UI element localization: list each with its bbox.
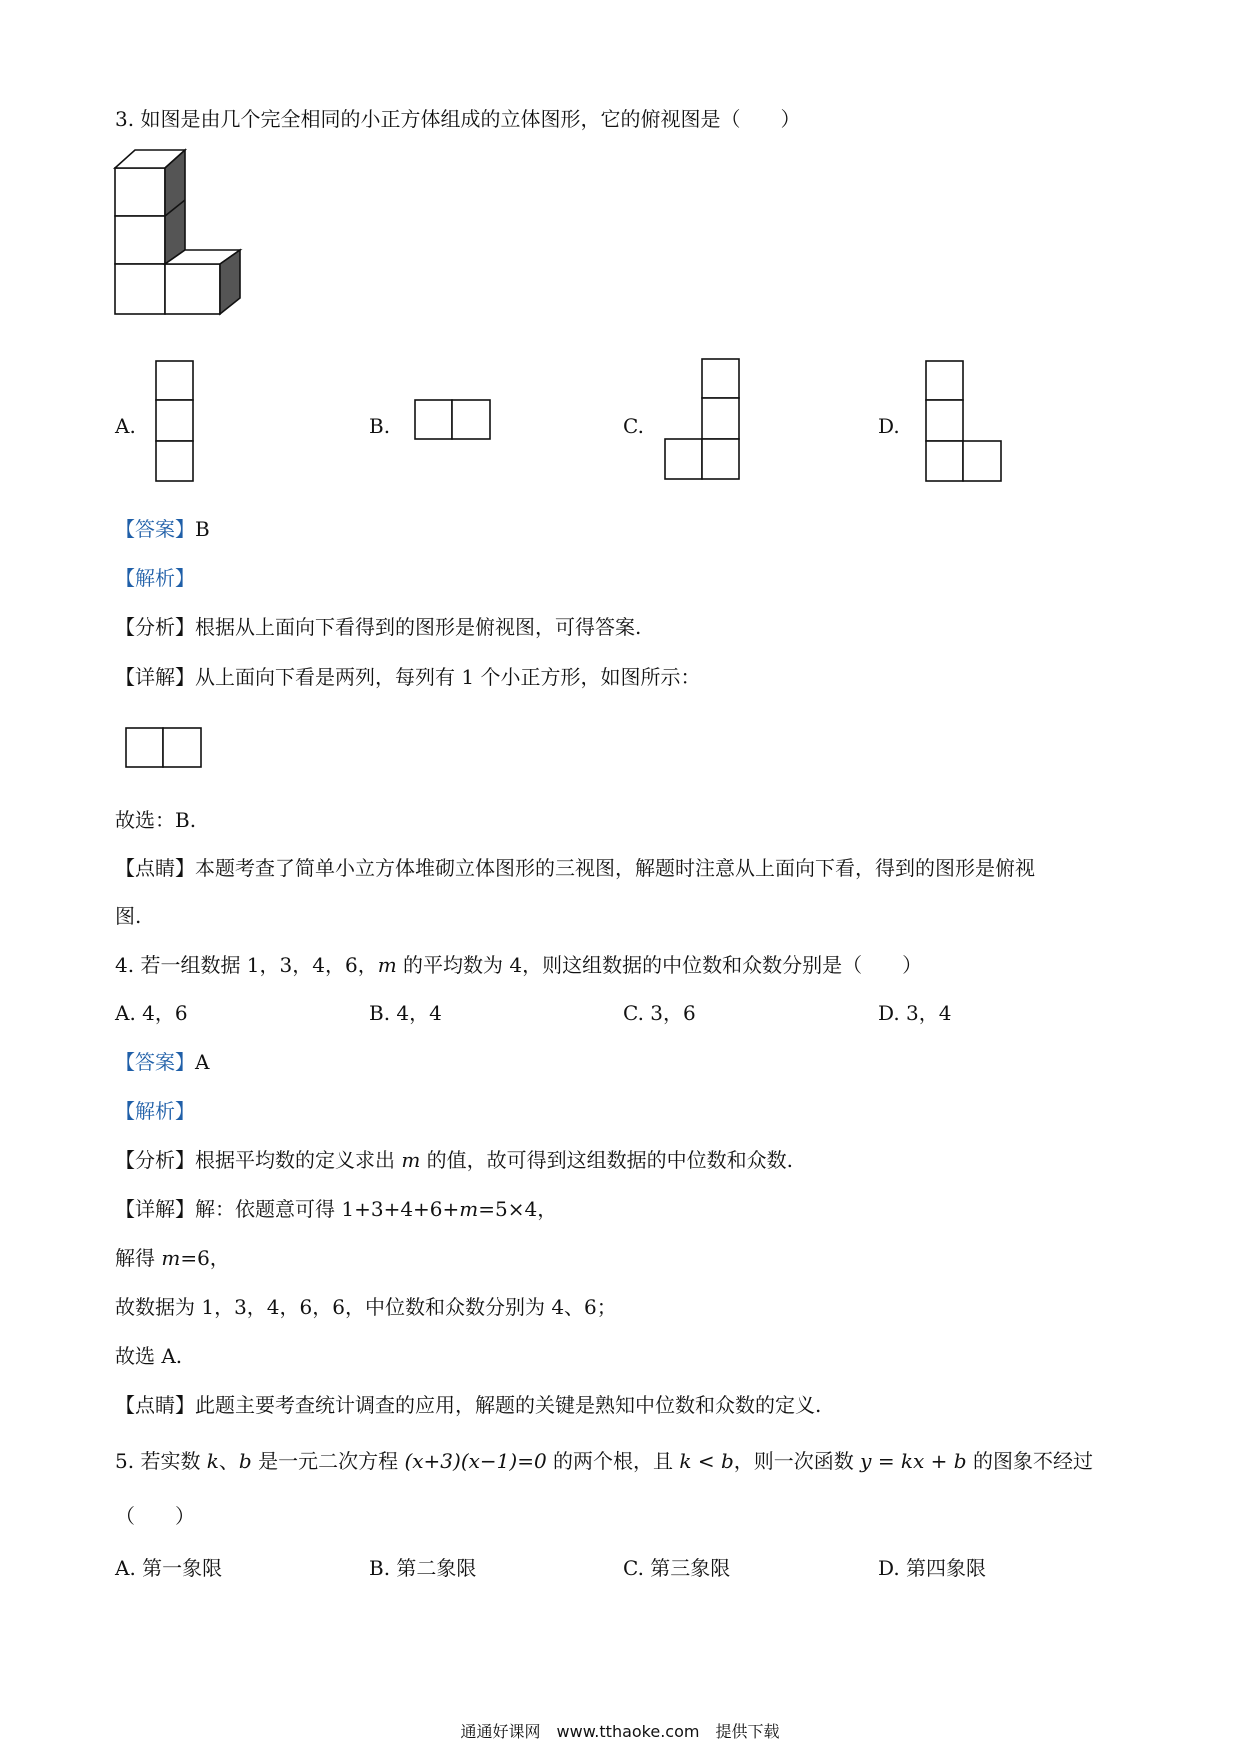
q3-option-d-figure: [925, 360, 1005, 484]
q3-fenxi: 【分析】根据从上面向下看得到的图形是俯视图，可得答案.: [115, 615, 642, 639]
q4-option-d: D. 3，4: [878, 1001, 952, 1025]
q5-option-b: B. 第二象限: [369, 1556, 477, 1580]
q3-option-c-label: C.: [623, 414, 644, 438]
q3-dianjing: 【点睛】本题考查了简单小立方体堆砌立体图形的三视图，解题时注意从上面向下看，得到的图形是俯视: [115, 856, 1035, 880]
q5-function: y = kx + b: [860, 1449, 967, 1473]
q3-solution-figure: [125, 727, 205, 769]
q4-question: 4. 若一组数据 1，3，4，6，m 的平均数为 4，则这组数据的中位数和众数分别是（ ）: [115, 953, 923, 977]
q3-option-d-label: D.: [878, 414, 900, 438]
q4-answer: 【答案】A: [115, 1050, 210, 1074]
q4-option-b: B. 4，4: [369, 1001, 442, 1025]
q4-fenxi: 【分析】根据平均数的定义求出 m 的值，故可得到这组数据的中位数和众数.: [115, 1148, 794, 1172]
q3-question: 3. 如图是由几个完全相同的小正方体组成的立体图形，它的俯视图是（ ）: [115, 107, 801, 131]
q3-solid-figure: [110, 148, 260, 318]
q3-dianjing-cont: 图.: [115, 904, 142, 928]
q4-data-line: 故数据为 1，3，4，6，6，中位数和众数分别为 4、6；: [115, 1295, 617, 1319]
q3-xiangjie: 【详解】从上面向下看是两列，每列有 1 个小正方形，如图所示：: [115, 665, 701, 689]
q3-option-b-label: B.: [369, 414, 391, 438]
q4-option-a: A. 4，6: [115, 1001, 188, 1025]
q4-xiangjie: 【详解】解：依题意可得 1+3+4+6+m=5×4，: [115, 1197, 558, 1221]
q3-option-c-figure: [663, 358, 743, 482]
q5-option-c: C. 第三象限: [623, 1556, 731, 1580]
page-footer: 通通好课网 www.tthaoke.com 提供下载: [460, 1722, 780, 1741]
q4-analysis-tag: 【解析】: [115, 1099, 195, 1123]
q5-question: 5. 若实数 k、b 是一元二次方程 (x+3)(x−1)=0 的两个根，且 k < b，则一次函数 y = kx + b 的图象不经过: [115, 1449, 1093, 1473]
q3-option-a-figure: [155, 360, 195, 484]
q4-dianjing: 【点睛】此题主要考查统计调查的应用，解题的关键是熟知中位数和众数的定义.: [115, 1393, 822, 1417]
q3-answer: 【答案】B: [115, 517, 210, 541]
q5-option-a: A. 第一象限: [115, 1556, 223, 1580]
q3-option-a-label: A.: [115, 414, 136, 438]
q5-option-d: D. 第四象限: [878, 1556, 987, 1580]
q5-equation: (x+3)(x−1)=0: [404, 1449, 547, 1473]
q4-option-c: C. 3，6: [623, 1001, 696, 1025]
q3-analysis-tag: 【解析】: [115, 566, 195, 590]
q5-paren: （ ）: [115, 1504, 195, 1528]
q3-option-b-figure: [414, 399, 494, 441]
q5-condition: k < b: [679, 1449, 734, 1473]
q3-guxuan: 故选：B.: [115, 808, 197, 832]
q4-guxuan: 故选 A.: [115, 1344, 183, 1368]
q4-jiede: 解得 m=6，: [115, 1246, 230, 1270]
